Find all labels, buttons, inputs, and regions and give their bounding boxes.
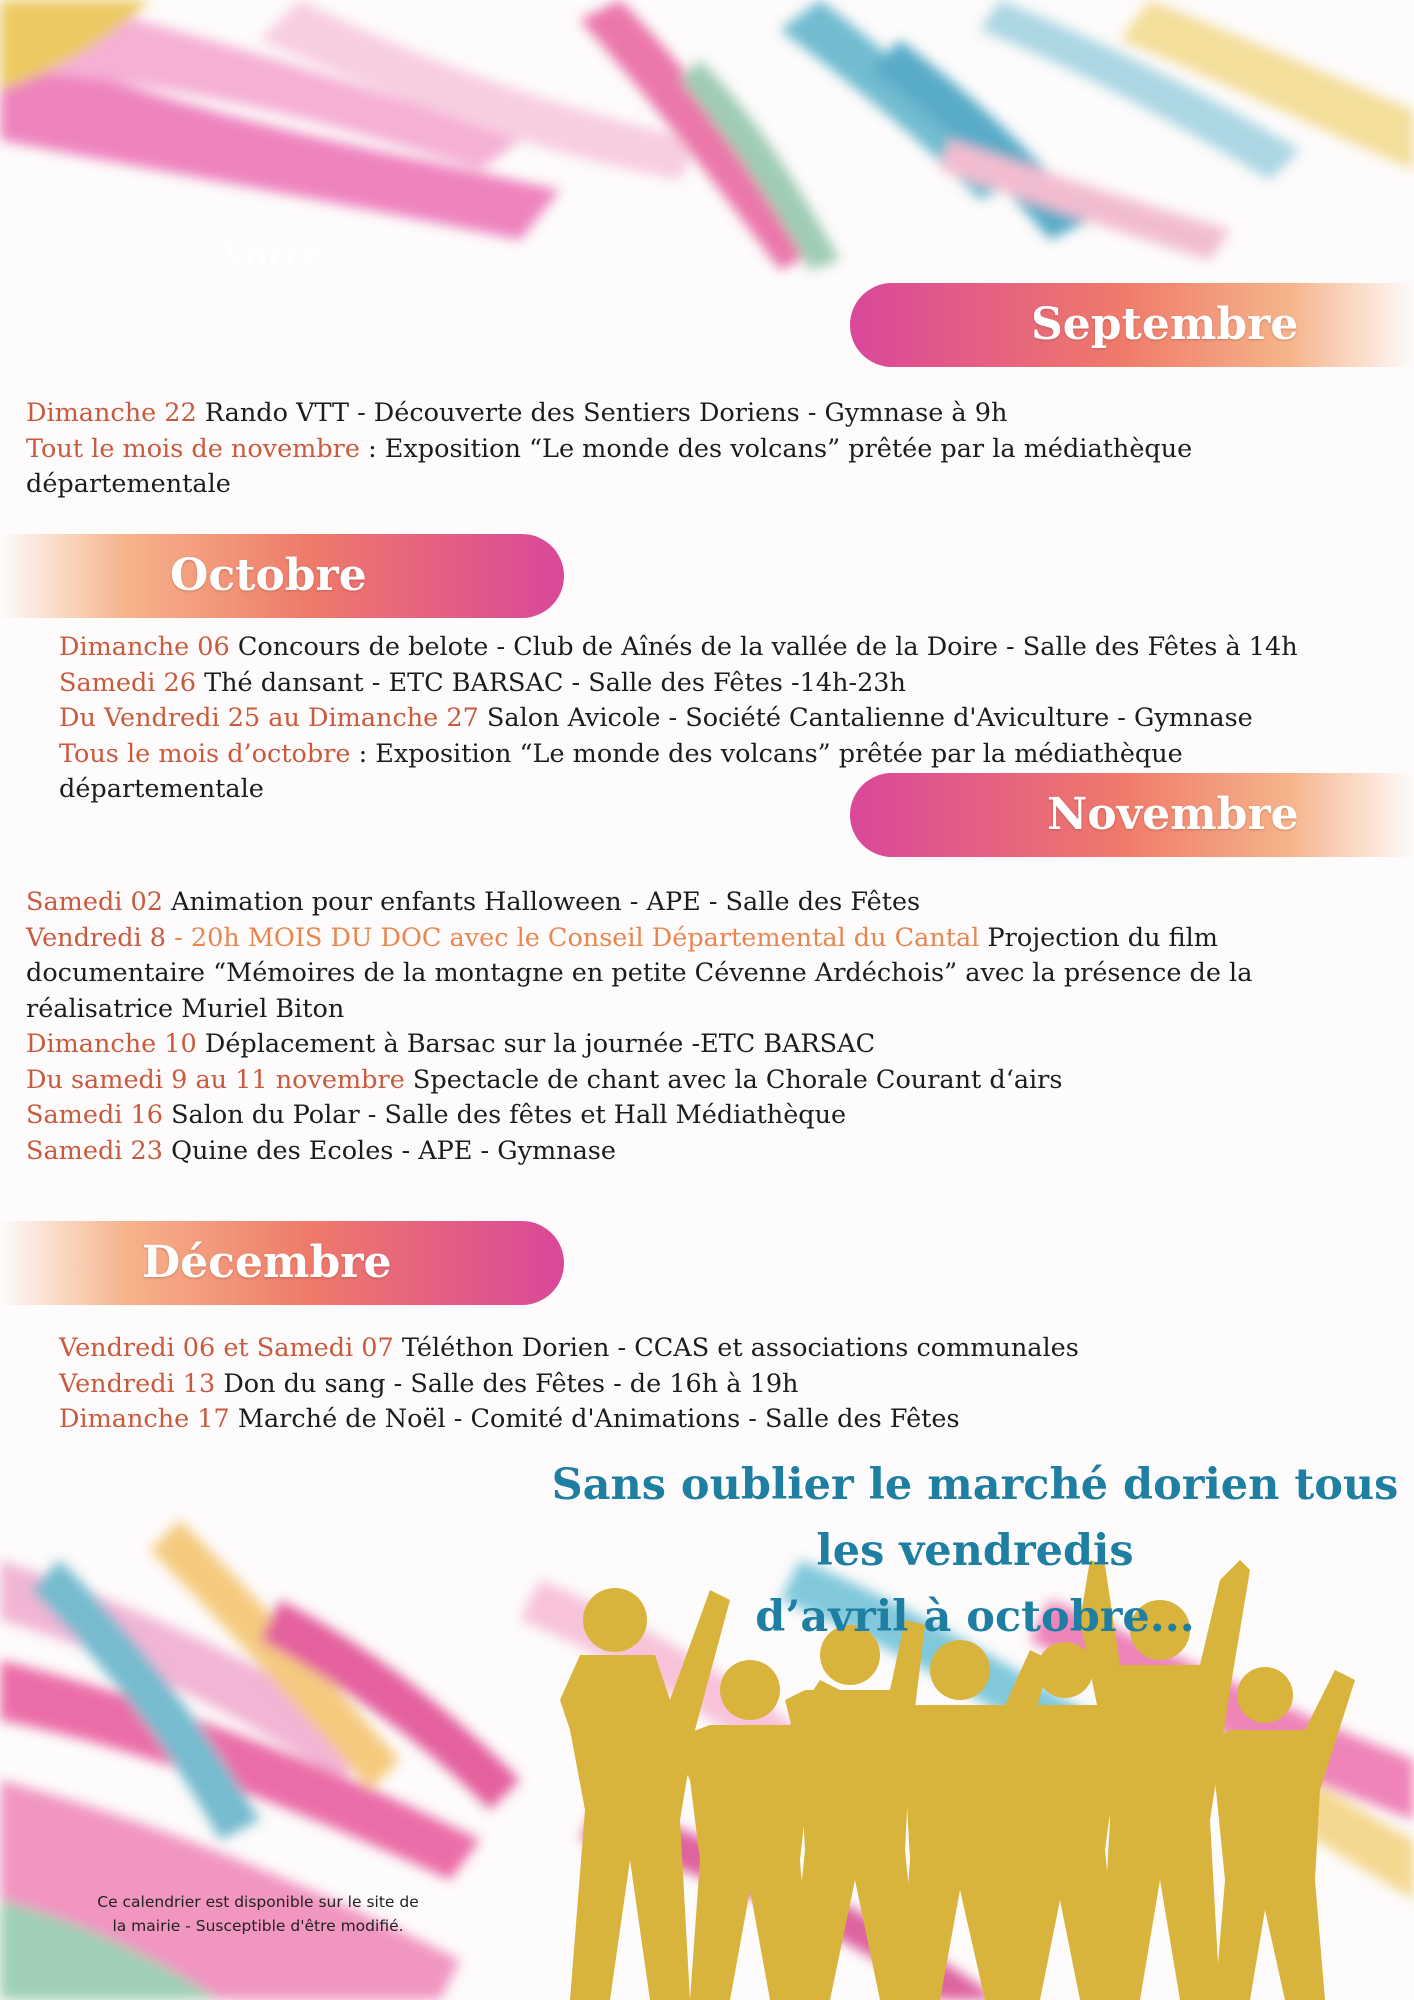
- month-title: Novembre: [1047, 789, 1299, 840]
- event-line: [59, 1367, 1379, 1403]
- event-line: [59, 630, 1379, 666]
- event-line: [26, 885, 1366, 921]
- event-line: [26, 1098, 1366, 1134]
- event-date: Vendredi 13: [59, 1368, 216, 1399]
- closing-line: Sans oublier le marché dorien tous: [551, 1460, 1399, 1510]
- event-line: [26, 1063, 1366, 1099]
- event-line: [59, 701, 1379, 737]
- month-title: Septembre: [1031, 299, 1299, 350]
- event-text: Salon Avicole - Société Cantalienne d'Aviculture - Gymnase: [478, 703, 1253, 733]
- event-text: Marché de Noël - Comité d'Animations - Salle des Fêtes: [229, 1404, 960, 1434]
- event-date: Samedi 02: [26, 887, 163, 917]
- event-line: [26, 1027, 1366, 1063]
- note-line: la mairie - Susceptible d'être modifié.: [112, 1917, 404, 1935]
- event-date: Samedi 26: [59, 667, 196, 698]
- event-text: Rando VTT - Découverte des Sentiers Doriens - Gymnase à 9h: [196, 398, 1008, 428]
- event-date: Tous le mois d’octobre: [59, 738, 351, 769]
- event-text: Animation pour enfants Halloween - APE - Salle des Fêtes: [162, 887, 921, 917]
- event-text: Déplacement à Barsac sur la journée -ETC BARSAC: [196, 1029, 876, 1059]
- november-events: [26, 885, 1366, 1169]
- month-header-november: [850, 773, 1414, 857]
- closing-line: les vendredis: [816, 1526, 1134, 1576]
- december-events: [59, 1331, 1379, 1438]
- september-events: [26, 396, 1386, 503]
- event-date: Du Vendredi 25 au Dimanche 27: [59, 703, 479, 733]
- closing-message: [545, 1452, 1405, 1650]
- event-text: Spectacle de chant avec la Chorale Courant d‘airs: [404, 1064, 1063, 1095]
- event-line: [59, 1331, 1379, 1367]
- event-date: Samedi 23: [26, 1135, 163, 1166]
- month-title: Décembre: [142, 1237, 392, 1288]
- availability-note: [48, 1890, 468, 1938]
- event-date: Dimanche 06: [59, 632, 230, 662]
- event-highlight: - 20h MOIS DU DOC avec le Conseil Départemental du Cantal: [166, 922, 980, 953]
- event-date: Tout le mois de novembre: [26, 433, 360, 464]
- event-date: Samedi 16: [26, 1100, 163, 1130]
- month-header-october: [0, 534, 564, 618]
- event-line: [26, 432, 1286, 503]
- event-line: [26, 396, 1386, 432]
- month-title: Octobre: [170, 550, 367, 601]
- faded-title-text: Votre: [222, 236, 324, 276]
- event-date: Dimanche 10: [26, 1029, 197, 1059]
- event-date: Vendredi 06 et Samedi 07: [59, 1333, 394, 1363]
- event-text: Quine des Ecoles - APE - Gymnase: [162, 1135, 616, 1166]
- event-line: [59, 1402, 1379, 1438]
- event-line: [26, 1134, 1366, 1170]
- event-date: Du samedi 9 au 11 novembre: [26, 1064, 405, 1095]
- event-line: [26, 921, 1366, 1028]
- closing-line: d’avril à octobre...: [755, 1592, 1195, 1642]
- event-text: Thé dansant - ETC BARSAC - Salle des Fêtes -14h-23h: [195, 667, 906, 698]
- event-date: Vendredi 8: [26, 922, 167, 953]
- event-text: Téléthon Dorien - CCAS et associations communales: [393, 1333, 1079, 1363]
- event-text: : Exposition “Le monde des volcans” prêtée par la médiathèque départementale: [59, 738, 1183, 804]
- event-date: Dimanche 17: [59, 1404, 230, 1434]
- event-text: Projection du film documentaire “Mémoires de la montagne en petite Cévenne Ardéchois” avec la présence de la réalisatrice Muriel Biton: [26, 922, 1253, 1024]
- event-text: : Exposition “Le monde des volcans” prêtée par la médiathèque départementale: [26, 433, 1193, 499]
- event-text: Salon du Polar - Salle des fêtes et Hall Médiathèque: [162, 1100, 847, 1130]
- month-header-september: [850, 283, 1414, 367]
- event-text: Concours de belote - Club de Aînés de la vallée de la Doire - Salle des Fêtes à 14h: [229, 632, 1298, 662]
- event-date: Dimanche 22: [26, 398, 197, 428]
- month-header-december: [0, 1221, 564, 1305]
- event-line: [59, 666, 1379, 702]
- event-text: Don du sang - Salle des Fêtes - de 16h à 19h: [215, 1368, 799, 1399]
- note-line: Ce calendrier est disponible sur le site de: [97, 1893, 419, 1911]
